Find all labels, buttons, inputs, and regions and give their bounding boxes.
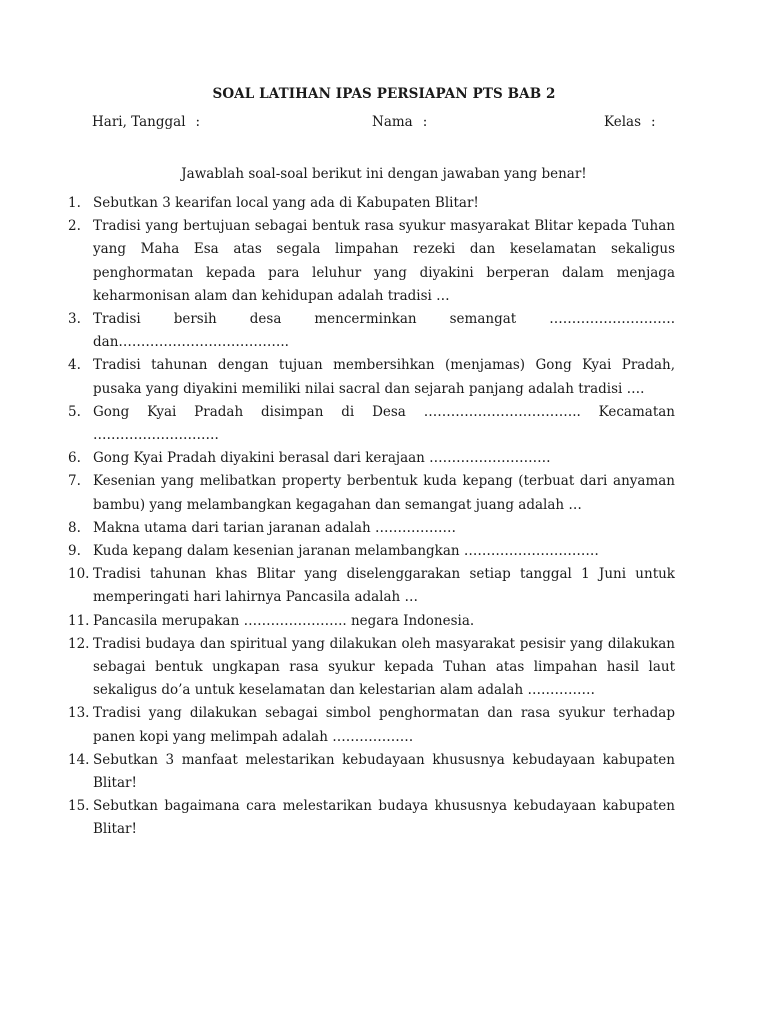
question-text: Makna utama dari tarian jaranan adalah ……………… xyxy=(93,519,456,536)
question-item xyxy=(68,470,675,516)
date-colon: : xyxy=(195,114,201,130)
question-item xyxy=(68,401,675,447)
question-number: 8. xyxy=(68,519,81,536)
question-item xyxy=(68,215,675,308)
question-number: 4. xyxy=(68,357,81,374)
question-item xyxy=(68,192,675,215)
question-item xyxy=(68,795,675,841)
question-number: 6. xyxy=(68,450,81,467)
question-item xyxy=(68,354,675,400)
question-item xyxy=(68,633,675,703)
question-text: Tradisi yang dilakukan sebagai simbol penghormatan dan rasa syukur terhadap panen kopi yang melimpah adalah ……………… xyxy=(93,705,675,745)
question-text: Gong Kyai Pradah disimpan di Desa …………………………….. Kecamatan ………………………. xyxy=(93,403,675,444)
class-label: Kelas xyxy=(604,114,642,130)
question-number: 5. xyxy=(68,403,81,420)
question-text: Tradisi tahunan dengan tujuan membersihkan (menjamas) Gong Kyai Pradah, pusaka yang diyakini memiliki nilai sacral dan sejarah panjang adalah tradisi …. xyxy=(93,357,675,397)
name-field xyxy=(372,114,427,130)
question-item xyxy=(68,308,675,354)
date-label: Hari, Tanggal xyxy=(92,114,186,130)
question-text: Tradisi budaya dan spiritual yang dilakukan oleh masyarakat pesisir yang dilakukan sebagai bentuk ungkapan rasa syukur kepada Tuhan atas limpahan hasil laut sekaligus do’a untuk keselamatan dan kelestarian alam adalah …………… xyxy=(93,635,675,699)
question-text: Tradisi bersih desa mencerminkan semangat ………………………. dan……………………………….. xyxy=(93,311,675,351)
question-text: Gong Kyai Pradah diyakini berasal dari kerajaan ……………………… xyxy=(93,450,551,467)
question-number: 3. xyxy=(68,311,81,328)
question-item xyxy=(68,702,675,748)
question-number: 11. xyxy=(68,612,90,629)
instruction-text: Jawablah soal-soal berikut ini dengan jawaban yang benar! xyxy=(181,166,587,182)
student-info-row xyxy=(0,114,768,134)
class-colon: : xyxy=(651,114,656,130)
question-item xyxy=(68,517,675,540)
question-number: 7. xyxy=(68,473,81,490)
question-text: Sebutkan 3 manfaat melestarikan kebudayaan khususnya kebudayaan kabupaten Blitar! xyxy=(93,751,675,792)
question-text: Sebutkan bagaimana cara melestarikan budaya khususnya kebudayaan kabupaten Blitar! xyxy=(93,798,675,838)
question-item xyxy=(68,610,675,633)
question-item xyxy=(68,749,675,795)
question-number: 1. xyxy=(68,195,81,211)
date-field xyxy=(92,114,200,130)
name-colon: : xyxy=(422,114,428,130)
question-number: 9. xyxy=(68,543,81,560)
question-text: Pancasila merupakan ………………….. negara Indonesia. xyxy=(93,612,475,629)
question-number: 2. xyxy=(68,218,81,235)
question-text: Kuda kepang dalam kesenian jaranan melambangkan ………………………… xyxy=(93,543,599,560)
question-text: Tradisi tahunan khas Blitar yang diselenggarakan setiap tanggal 1 Juni untuk memperingati hari lahirnya Pancasila adalah … xyxy=(93,566,675,606)
question-item xyxy=(68,540,675,563)
class-field xyxy=(604,114,656,130)
question-number: 14. xyxy=(68,751,90,768)
question-number: 13. xyxy=(68,705,90,722)
question-item xyxy=(68,563,675,609)
document-title: SOAL LATIHAN IPAS PERSIAPAN PTS BAB 2 xyxy=(212,86,556,102)
question-text: Kesenian yang melibatkan property berbentuk kuda kepang (terbuat dari anyaman bambu) yang melambangkan kegagahan dan semangat juang adalah … xyxy=(93,473,675,513)
question-text: Sebutkan 3 kearifan local yang ada di Kabupaten Blitar! xyxy=(93,195,479,211)
question-number: 12. xyxy=(68,635,90,652)
question-list xyxy=(68,192,675,842)
question-number: 15. xyxy=(68,798,90,815)
question-text: Tradisi yang bertujuan sebagai bentuk rasa syukur masyarakat Blitar kepada Tuhan yang Maha Esa atas segala limpahan rezeki dan keselamatan sekaligus penghormatan kepada para leluhur yang diyakini berperan dalam menjaga keharmonisan alam dan kehidupan adalah tradisi … xyxy=(93,218,675,304)
name-label: Nama xyxy=(372,114,413,130)
question-item xyxy=(68,447,675,470)
question-number: 10. xyxy=(68,566,90,583)
